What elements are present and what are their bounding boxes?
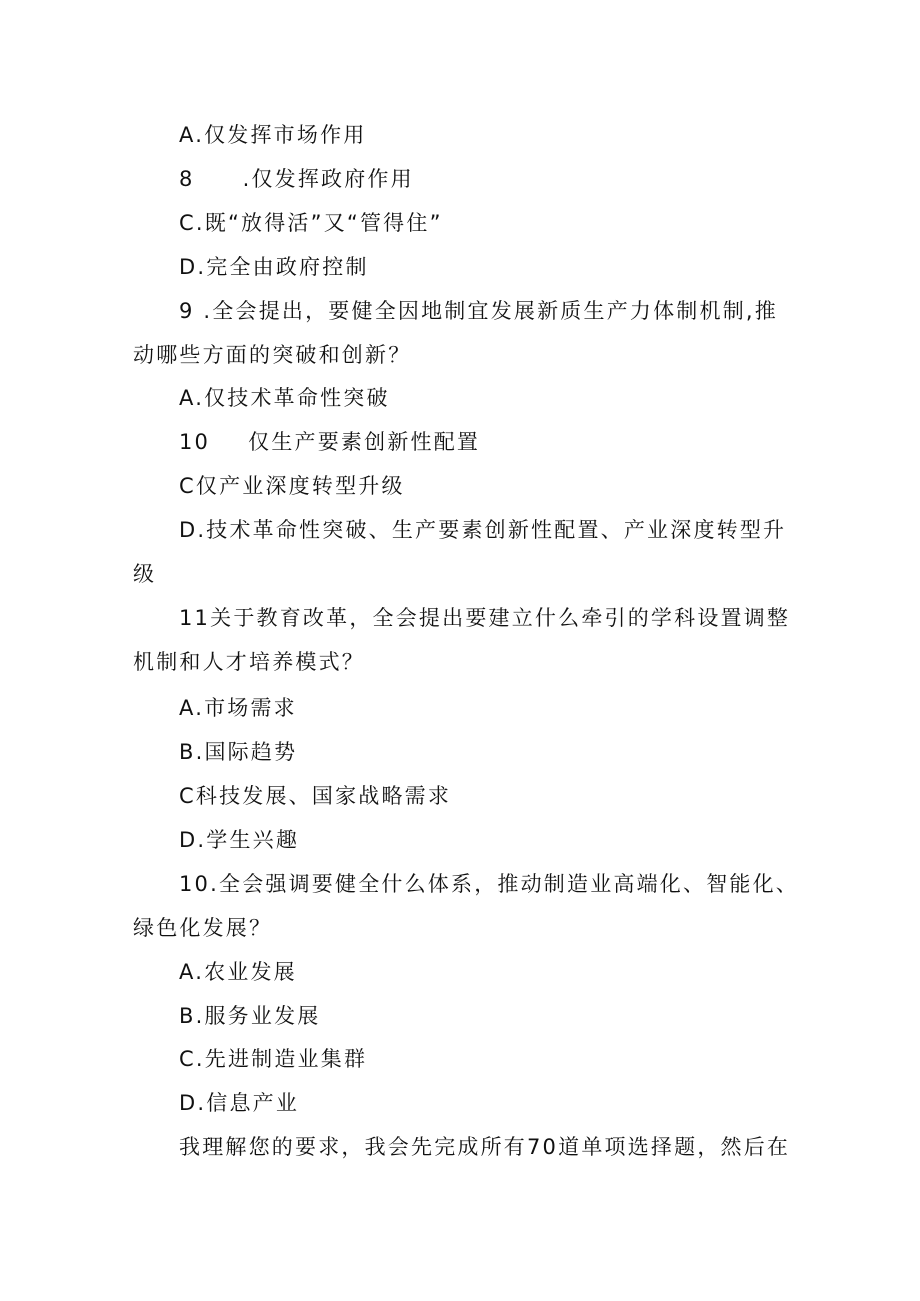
option-a-q10b: A.农业发展 — [179, 960, 297, 984]
question-10b-line-2: 绿色化发展？ — [133, 916, 273, 940]
option-d-q9-line-2: 级 — [133, 562, 157, 586]
question-9-line-2: 动哪些方面的突破和创新？ — [133, 343, 412, 367]
option-a-q11: A.市场需求 — [179, 696, 297, 720]
question-line-10 — [179, 428, 480, 456]
option-c-q10b: C.先进制造业集群 — [179, 1047, 368, 1071]
option-c-q8: C.既“放得活”又“管得住” — [179, 211, 443, 235]
option-b-q10b: B.服务业发展 — [179, 1004, 321, 1028]
question-9-line-1: 9 .全会提出，要健全因地制宜发展新质生产力体制机制,推 — [179, 299, 778, 323]
option-b-q11: B.国际趋势 — [179, 740, 298, 764]
option-d-q10b: D.信息产业 — [179, 1091, 300, 1115]
option-text: .仅发挥政府作用 — [242, 167, 414, 191]
option-c-q9: C仅产业深度转型升级 — [179, 474, 405, 498]
option-d-q8: D.完全由政府控制 — [179, 255, 369, 279]
option-a-q8: A.仅发挥市场作用 — [179, 123, 367, 147]
option-c-q11: C科技发展、国家战略需求 — [179, 784, 452, 808]
option-d-q9-line-1: D.技术革命性突破、生产要素创新性配置、产业深度转型升 — [179, 518, 787, 542]
question-10b-line-1: 10.全会强调要健全什么体系，推动制造业高端化、智能化、 — [179, 872, 799, 896]
question-11-line-2: 机制和人才培养模式？ — [133, 650, 365, 674]
option-a-q9: A.仅技术革命性突破 — [179, 386, 390, 410]
option-d-q11: D.学生兴趣 — [179, 828, 300, 852]
question-11-line-1: 11关于教育改革，全会提出要建立什么牵引的学科设置调整 — [179, 606, 791, 630]
option-text: 仅生产要素创新性配置 — [248, 430, 481, 454]
closing-paragraph: 我理解您的要求，我会先完成所有70道单项选择题，然后在 — [179, 1135, 791, 1159]
question-number: 8 — [179, 167, 195, 191]
question-number: 10 — [179, 430, 211, 454]
question-line-8 — [179, 165, 414, 193]
